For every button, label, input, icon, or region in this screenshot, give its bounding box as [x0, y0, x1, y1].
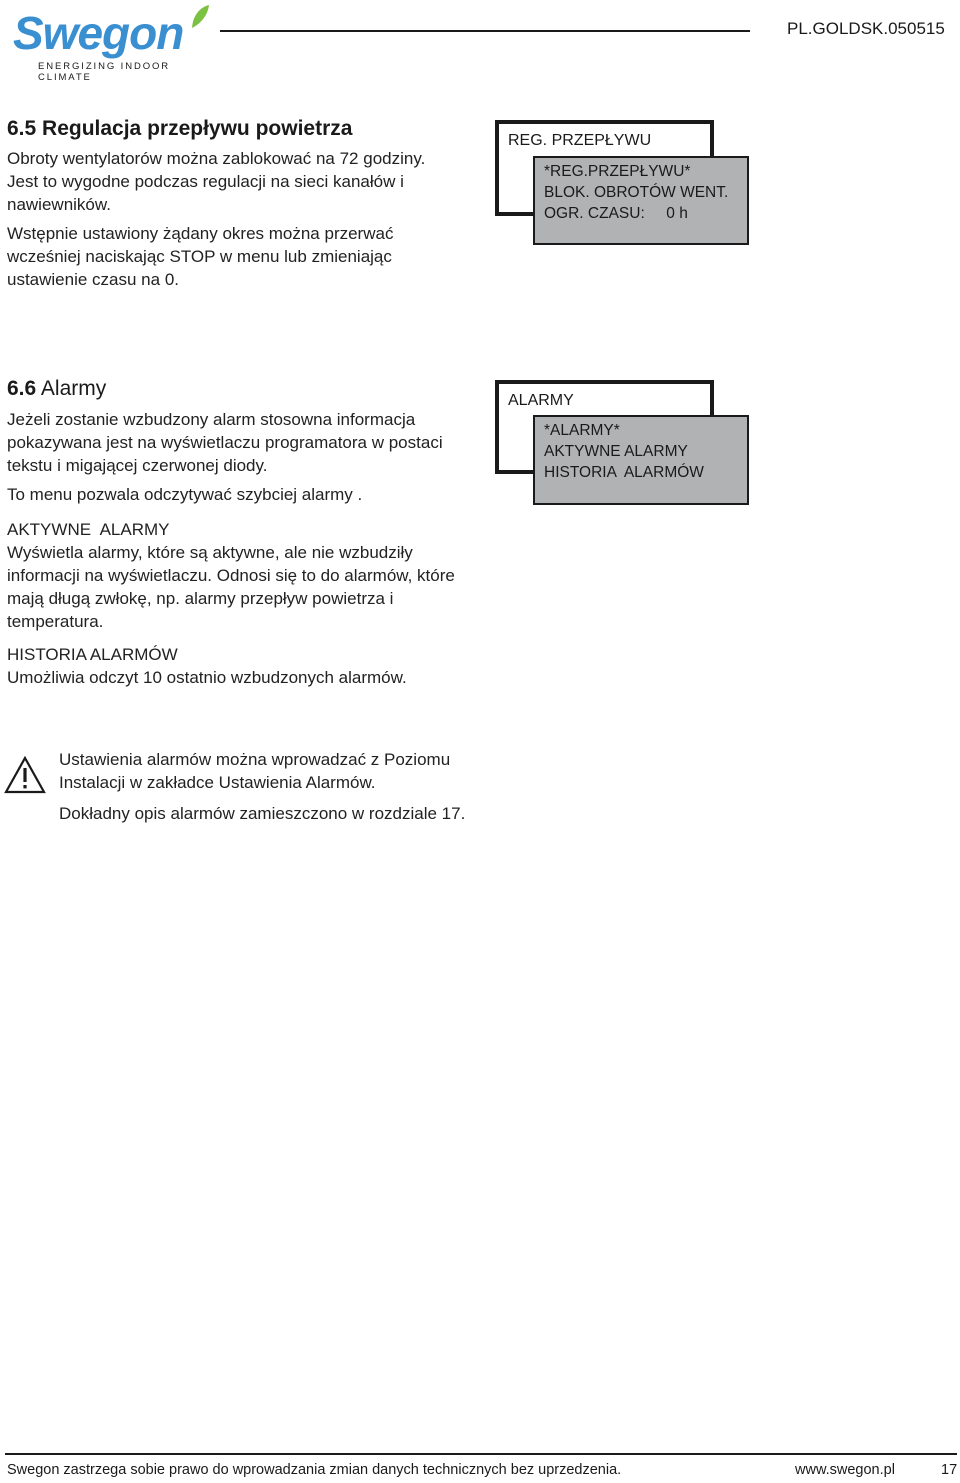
- lcd-line: OGR. CZASU: 0 h: [544, 205, 688, 222]
- lcd-title-flow: REG. PRZEPŁYWU: [508, 132, 652, 149]
- page-number: 17: [941, 1462, 958, 1478]
- footer-website-link[interactable]: www.swegon.pl: [795, 1462, 895, 1478]
- section-title-text: Alarmy: [40, 377, 107, 400]
- section-number: 6.6: [7, 377, 37, 400]
- warning-paragraph-2: Dokładny opis alarmów zamieszczono w rozdziale 17.: [59, 804, 466, 823]
- alarms-paragraph-1: Jeżeli zostanie wzbudzony alarm stosowna informacja pokazywana jest na wyświetlaczu programatora w postaci tekstu i migającej czerwonej diody.: [7, 410, 443, 475]
- lcd-panel-flow: [533, 156, 749, 245]
- subheading-alarm-history: HISTORIA ALARMÓW: [7, 645, 178, 664]
- document-code: PL.GOLDSK.050515: [787, 19, 945, 38]
- warning-triangle-icon: [4, 756, 46, 794]
- header-rule: [220, 30, 750, 32]
- section-title-alarms: [7, 377, 106, 401]
- lcd-line: BLOK. OBROTÓW WENT.: [544, 184, 729, 201]
- logo-tagline: ENERGIZING INDOOR CLIMATE: [38, 61, 171, 83]
- leaf-icon: [189, 4, 211, 30]
- lcd-panel-alarms: [533, 415, 749, 505]
- flow-paragraph-1: Obroty wentylatorów można zablokować na 72 godziny. Jest to wygodne podczas regulacji na sieci kanałów i nawiewników.: [7, 149, 426, 214]
- footer-disclaimer: Swegon zastrzega sobie prawo do wprowadzania zmian danych technicznych bez uprzedzenia.: [7, 1462, 622, 1478]
- subheading-active-alarms: AKTYWNE ALARMY: [7, 520, 170, 539]
- active-alarms-paragraph: Wyświetla alarmy, które są aktywne, ale nie wzbudziły informacji na wyświetlaczu. Odnosi się to do alarmów, które mają długą zwłokę, np. alarmy przepływ powietrza i temperatura.: [7, 543, 455, 631]
- alarm-history-paragraph: Umożliwia odczyt 10 ostatnio wzbudzonych alarmów.: [7, 668, 407, 687]
- lcd-line: *ALARMY*: [544, 422, 620, 439]
- flow-paragraph-2: Wstępnie ustawiony żądany okres można przerwać wcześniej naciskając STOP w menu lub zmieniając ustawienie czasu na 0.: [7, 224, 394, 289]
- logo-wordmark: Swegon: [13, 7, 184, 59]
- lcd-line: HISTORIA ALARMÓW: [544, 464, 704, 481]
- warning-paragraph-1: Ustawienia alarmów można wprowadzać z Poziomu Instalacji w zakładce Ustawienia Alarmów.: [59, 750, 451, 792]
- swegon-logo: [6, 4, 206, 83]
- lcd-title-alarms: ALARMY: [508, 392, 574, 409]
- lcd-line: *REG.PRZEPŁYWU*: [544, 163, 691, 180]
- alarms-paragraph-2: To menu pozwala odczytywać szybciej alarmy .: [7, 485, 363, 504]
- footer-rule: [5, 1453, 957, 1455]
- lcd-line: AKTYWNE ALARMY: [544, 443, 688, 460]
- section-title-flow: 6.5 Regulacja przepływu powietrza: [7, 117, 353, 140]
